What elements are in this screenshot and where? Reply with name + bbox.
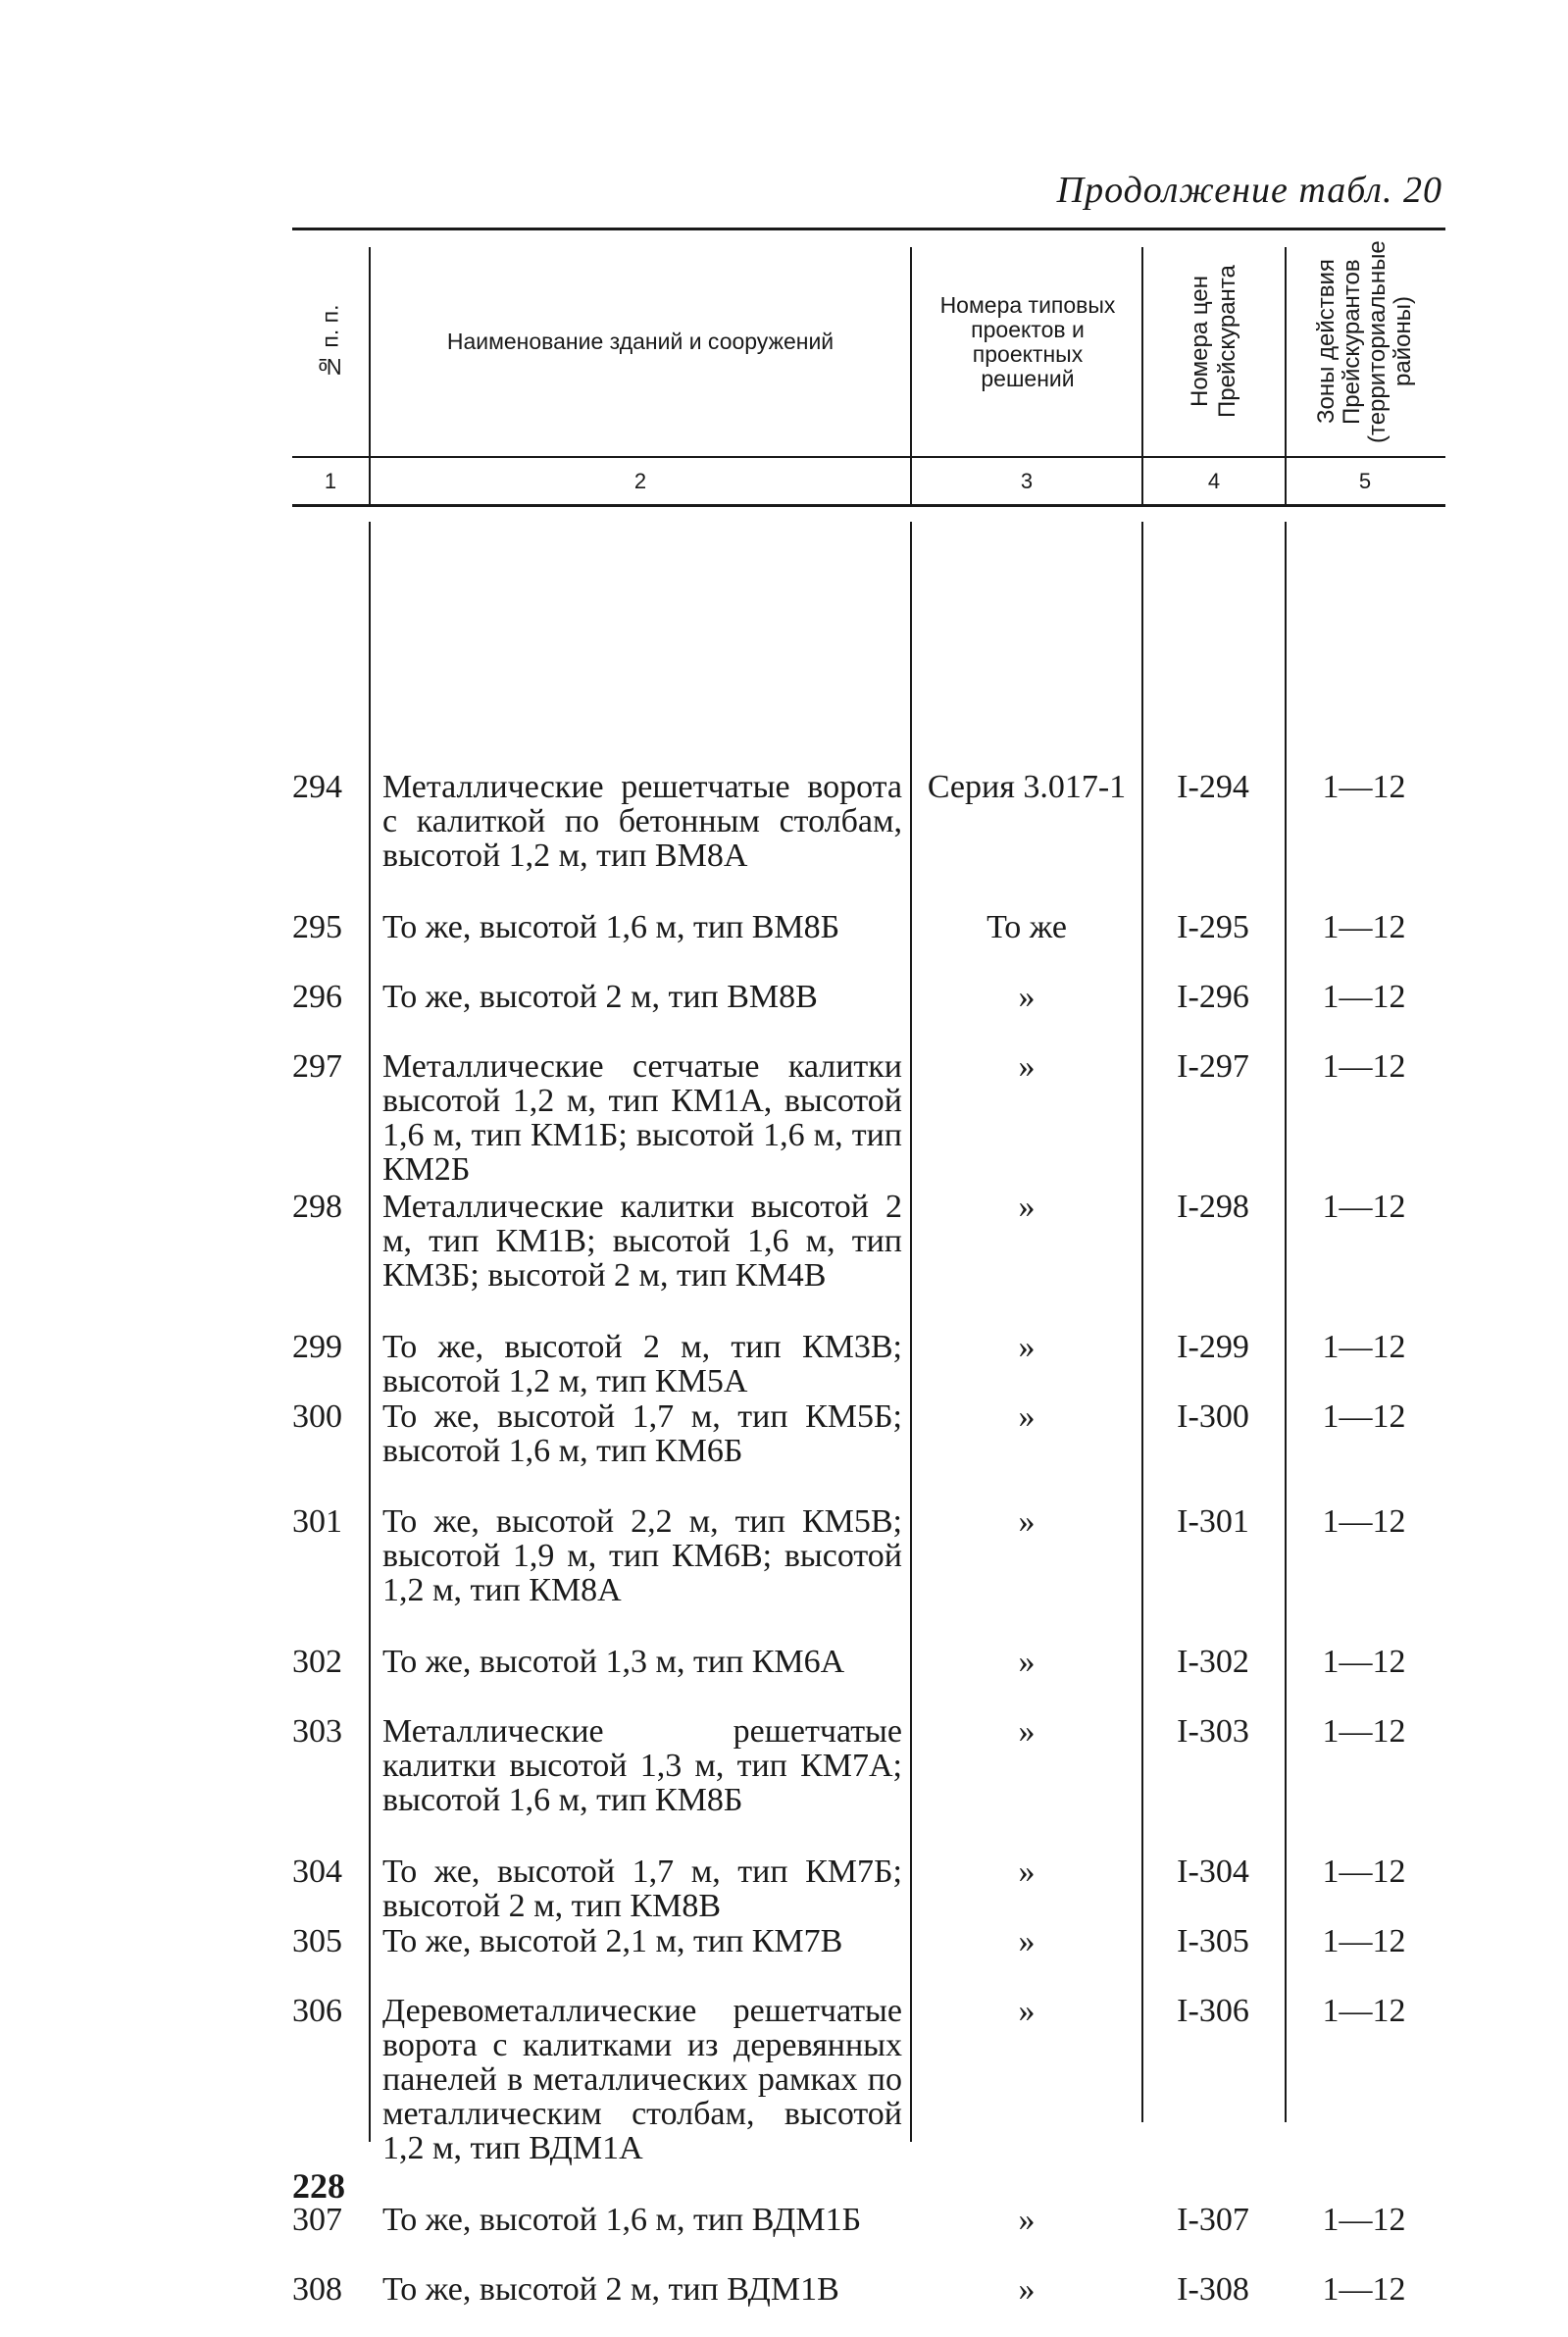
column-number-4: 4 [1207, 469, 1221, 493]
row-name: Металлические решетчатые калитки высотой 1,3 м, тип КМ7А; высотой 1,6 м, тип КМ8Б [382, 1713, 902, 1818]
row-price: I-306 [1177, 1993, 1249, 2029]
row-zones: 1—12 [1322, 1329, 1406, 1365]
row-project: » [1018, 1993, 1036, 2029]
row-number: 307 [292, 2202, 342, 2238]
row-name: Деревометаллические решетчатые ворота с калитками из деревянных панелей в металлических рамках по металлическим столбам, высотой 1,2 м, тип ВДМ1А [382, 1993, 902, 2166]
row-name: То же, высотой 1,6 м, тип ВДМ1Б [382, 2202, 862, 2238]
row-project: » [1018, 1713, 1036, 1750]
row-name: То же, высотой 2,1 м, тип КМ7В [382, 1923, 843, 1959]
row-price: I-298 [1177, 1189, 1249, 1225]
col-divider-4-body [1285, 522, 1287, 2122]
row-project: » [1018, 2271, 1036, 2308]
row-zones: 1—12 [1322, 1503, 1406, 1540]
column-number-2: 2 [633, 469, 647, 493]
row-price: I-303 [1177, 1713, 1249, 1750]
row-price: I-295 [1177, 909, 1249, 945]
row-price: I-307 [1177, 2202, 1249, 2238]
row-number: 305 [292, 1923, 342, 1959]
row-name: То же, высотой 2 м, тип ВДМ1В [382, 2271, 839, 2308]
column-number-1: 1 [324, 469, 337, 493]
row-zones: 1—12 [1322, 1854, 1406, 1890]
row-price: I-305 [1177, 1923, 1249, 1959]
row-zones: 1—12 [1322, 1644, 1406, 1680]
row-zones: 1—12 [1322, 1048, 1406, 1085]
row-number: 304 [292, 1854, 342, 1890]
row-number: 295 [292, 909, 342, 945]
col-divider-2-body [910, 522, 912, 2142]
column-number-5: 5 [1358, 469, 1372, 493]
row-project: То же [986, 909, 1067, 945]
row-name: То же, высотой 1,6 м, тип ВМ8Б [382, 909, 840, 945]
col-divider-3-body [1141, 522, 1143, 2122]
row-project: » [1018, 979, 1036, 1015]
row-price: I-300 [1177, 1398, 1249, 1435]
row-price: I-304 [1177, 1854, 1249, 1890]
row-number: 296 [292, 979, 342, 1015]
row-zones: 1—12 [1322, 1993, 1406, 2029]
row-project: » [1018, 1398, 1036, 1435]
row-number: 306 [292, 1993, 342, 2029]
row-name: Металлические сетчатые калитки высотой 1,2 м, тип КМ1А, высотой 1,6 м, тип КМ1Б; высотой 1,6 м, тип КМ2Б [382, 1048, 902, 1188]
row-project: » [1018, 1189, 1036, 1225]
row-project: » [1018, 2202, 1036, 2238]
row-number: 301 [292, 1503, 342, 1540]
row-price: I-308 [1177, 2271, 1249, 2308]
row-number: 299 [292, 1329, 342, 1365]
row-project: » [1018, 1923, 1036, 1959]
row-name: То же, высотой 1,7 м, тип КМ5Б; высотой 1,6 м, тип КМ6Б [382, 1398, 902, 1469]
row-name: Металлические решетчатые ворота с калиткой по бетонным столбам, высотой 1,2 м, тип ВМ8А [382, 769, 902, 874]
row-zones: 1—12 [1322, 1713, 1406, 1750]
row-zones: 1—12 [1322, 769, 1406, 805]
header-col-projects: Номера типовых проектов и проектных решений [939, 291, 1116, 391]
row-price: I-296 [1177, 979, 1249, 1015]
row-number: 302 [292, 1644, 342, 1680]
row-project: » [1018, 1854, 1036, 1890]
row-name: То же, высотой 2 м, тип ВМ8В [382, 979, 818, 1015]
row-zones: 1—12 [1322, 2271, 1406, 2308]
row-number: 308 [292, 2271, 342, 2308]
row-name: То же, высотой 2,2 м, тип КМ5В; высотой 1,9 м, тип КМ6В; высотой 1,2 м, тип КМ8А [382, 1503, 902, 1608]
row-zones: 1—12 [1322, 1923, 1406, 1959]
row-project: » [1018, 1503, 1036, 1540]
header-col-price: Номера цен Прейскуранта [1187, 265, 1240, 419]
col-divider-1-body [369, 522, 371, 2142]
row-number: 298 [292, 1189, 342, 1225]
row-zones: 1—12 [1322, 909, 1406, 945]
row-project: » [1018, 1644, 1036, 1680]
row-price: I-294 [1177, 769, 1249, 805]
table-caption: Продолжение табл. 20 [1056, 170, 1442, 211]
row-project: » [1018, 1048, 1036, 1085]
row-project: » [1018, 1329, 1036, 1365]
row-zones: 1—12 [1322, 1398, 1406, 1435]
page-number: 228 [292, 2166, 345, 2206]
row-number: 294 [292, 769, 342, 805]
row-price: I-301 [1177, 1503, 1249, 1540]
row-price: I-302 [1177, 1644, 1249, 1680]
column-number-3: 3 [1020, 469, 1034, 493]
row-number: 303 [292, 1713, 342, 1750]
row-project: Серия 3.017-1 [927, 769, 1127, 805]
row-zones: 1—12 [1322, 2202, 1406, 2238]
row-zones: 1—12 [1322, 979, 1406, 1015]
row-name: То же, высотой 1,3 м, тип КМ6А [382, 1644, 845, 1680]
row-zones: 1—12 [1322, 1189, 1406, 1225]
header-col-number: № п. п. [317, 304, 343, 380]
header-col-name: Наименование зданий и сооружений [446, 329, 835, 354]
row-name: Металлические калитки высотой 2 м, тип КМ1В; высотой 1,6 м, тип КМ3Б; высотой 2 м, тип КМ4В [382, 1189, 902, 1294]
header-rule [292, 456, 1445, 458]
row-number: 297 [292, 1048, 342, 1085]
row-price: I-299 [1177, 1329, 1249, 1365]
header-col-zones: Зоны действия Прейскурантов (территориальные районы) [1313, 240, 1416, 443]
row-price: I-297 [1177, 1048, 1249, 1085]
column-numbers-rule [292, 504, 1445, 507]
row-name: То же, высотой 2 м, тип КМ3В; высотой 1,2 м, тип КМ5А [382, 1329, 902, 1399]
row-name: То же, высотой 1,7 м, тип КМ7Б; высотой 2 м, тип КМ8В [382, 1854, 902, 1924]
row-number: 300 [292, 1398, 342, 1435]
